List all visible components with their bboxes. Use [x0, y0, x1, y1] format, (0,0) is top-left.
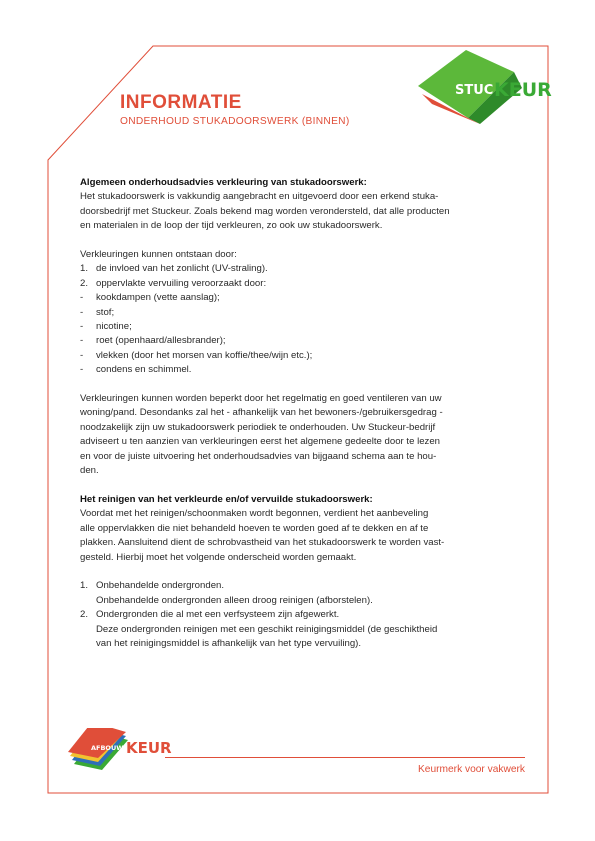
- section1-line: Het stukadoorswerk is vakkundig aangebracht en uitgevoerd door een erkend stuka-: [80, 191, 439, 203]
- list-item-text: nicotine;: [96, 321, 132, 333]
- afbouwkeur-logo-word-2: KEUR: [126, 739, 172, 757]
- list-item-text: stof;: [96, 306, 115, 318]
- list-item-line: Deze ondergronden reinigen met een geschikt reinigingsmiddel (de geschiktheid: [96, 623, 438, 635]
- spacer: [80, 479, 530, 493]
- document-body: [80, 176, 530, 651]
- list-marker: -: [80, 335, 84, 347]
- page-subtitle: ONDERHOUD STUKADOORSWERK (BINNEN): [120, 116, 350, 127]
- advice-line: adviseert u ten aanzien van verkleuringen eerst het algemene gedeelte door te lezen: [80, 436, 441, 448]
- spacer: [80, 565, 530, 579]
- list-marker: -: [80, 306, 84, 318]
- spacer: [80, 234, 530, 248]
- list-item-text: roet (openhaard/allesbrander);: [96, 335, 226, 347]
- list-marker: 2.: [80, 277, 89, 289]
- page-title: INFORMATIE: [120, 92, 242, 113]
- list-marker: -: [80, 292, 84, 304]
- footer-divider: [165, 757, 525, 758]
- cleaning-list: [80, 579, 530, 651]
- list-item: [80, 579, 530, 608]
- list-item-text: [96, 579, 530, 608]
- list-item-text: oppervlakte vervuiling veroorzaakt door:: [96, 277, 267, 289]
- list-marker: -: [80, 349, 84, 361]
- list-item-line: van het reinigingsmiddel is afhankelijk van het type vervuiling).: [96, 637, 362, 649]
- advice-line: Verkleuringen kunnen worden beperkt door het regelmatig en goed ventileren van uw: [80, 393, 442, 405]
- list-item: [80, 262, 530, 276]
- list-item-line: Ondergronden die al met een verfsysteem zijn afgewerkt.: [96, 609, 340, 621]
- causes-intro: Verkleuringen kunnen ontstaan door:: [80, 249, 237, 261]
- list-item-text: de invloed van het zonlicht (UV-straling).: [96, 263, 268, 275]
- list-item: [80, 291, 530, 305]
- section2-line: alle oppervlakken die niet behandeld hoeven te worden goed af te dekken en af te: [80, 522, 429, 534]
- spacer: [80, 378, 530, 392]
- section2-line: gesteld. Hierbij moet het volgende onderscheid worden gemaakt.: [80, 551, 357, 563]
- section2-heading: Het reinigen van het verkleurde en/of vervuilde stukadoorswerk:: [80, 493, 373, 505]
- list-item: [80, 277, 530, 291]
- list-marker: 1.: [80, 263, 89, 275]
- list-item-line: Onbehandelde ondergronden.: [96, 580, 225, 592]
- list-item-text: [96, 608, 530, 651]
- causes-list: [80, 262, 530, 377]
- afbouwkeur-logo-word-1: AFBOUW: [91, 744, 124, 752]
- advice-line: en voor de juiste uitvoering het onderhoudsadvies van bijgaand schema aan te hou-: [80, 450, 437, 462]
- advice-line: den.: [80, 465, 99, 477]
- list-marker: 1.: [80, 580, 89, 592]
- section1-heading: Algemeen onderhoudsadvies verkleuring van stukadoorswerk:: [80, 177, 367, 188]
- list-marker: -: [80, 321, 84, 333]
- list-item-text: condens en schimmel.: [96, 364, 192, 376]
- afbouwkeur-logo: [68, 728, 172, 770]
- list-item-text: kookdampen (vette aanslag);: [96, 292, 220, 304]
- list-item: [80, 349, 530, 363]
- section1-line: en materialen in de loop der tijd verkleuren, zo ook uw stukadoorswerk.: [80, 220, 383, 232]
- list-item: [80, 363, 530, 377]
- section1-line: doorsbedrijf met Stuckeur. Zoals bekend mag worden verondersteld, dat alle producten: [80, 205, 450, 217]
- list-item-text: vlekken (door het morsen van koffie/thee/wijn etc.);: [96, 349, 313, 361]
- stuckeur-logo: [418, 48, 552, 128]
- list-item: [80, 608, 530, 651]
- footer-tagline: Keurmerk voor vakwerk: [418, 764, 525, 775]
- stuckeur-logo-word-2: KEUR: [494, 79, 552, 101]
- list-marker: 2.: [80, 609, 89, 621]
- stuckeur-logo-word-1: STUC: [455, 83, 494, 98]
- advice-line: woning/pand. Desondanks zal het - afhankelijk van het bewoners-/gebruikersgedrag -: [80, 407, 443, 419]
- section2-line: plakken. Aansluitend dient de schrobvastheid van het stukadoorswerk te worden vast-: [80, 537, 445, 549]
- section2-line: Voordat met het reinigen/schoonmaken wordt begonnen, verdient het aanbeveling: [80, 508, 429, 520]
- list-item: [80, 320, 530, 334]
- list-item: [80, 306, 530, 320]
- advice-line: noodzakelijk zijn uw stukadoorswerk periodiek te onderhouden. Uw Stuckeur-bedrijf: [80, 421, 436, 433]
- list-item: [80, 334, 530, 348]
- list-marker: -: [80, 364, 84, 376]
- list-item-line: Onbehandelde ondergronden alleen droog reinigen (afborstelen).: [96, 594, 373, 606]
